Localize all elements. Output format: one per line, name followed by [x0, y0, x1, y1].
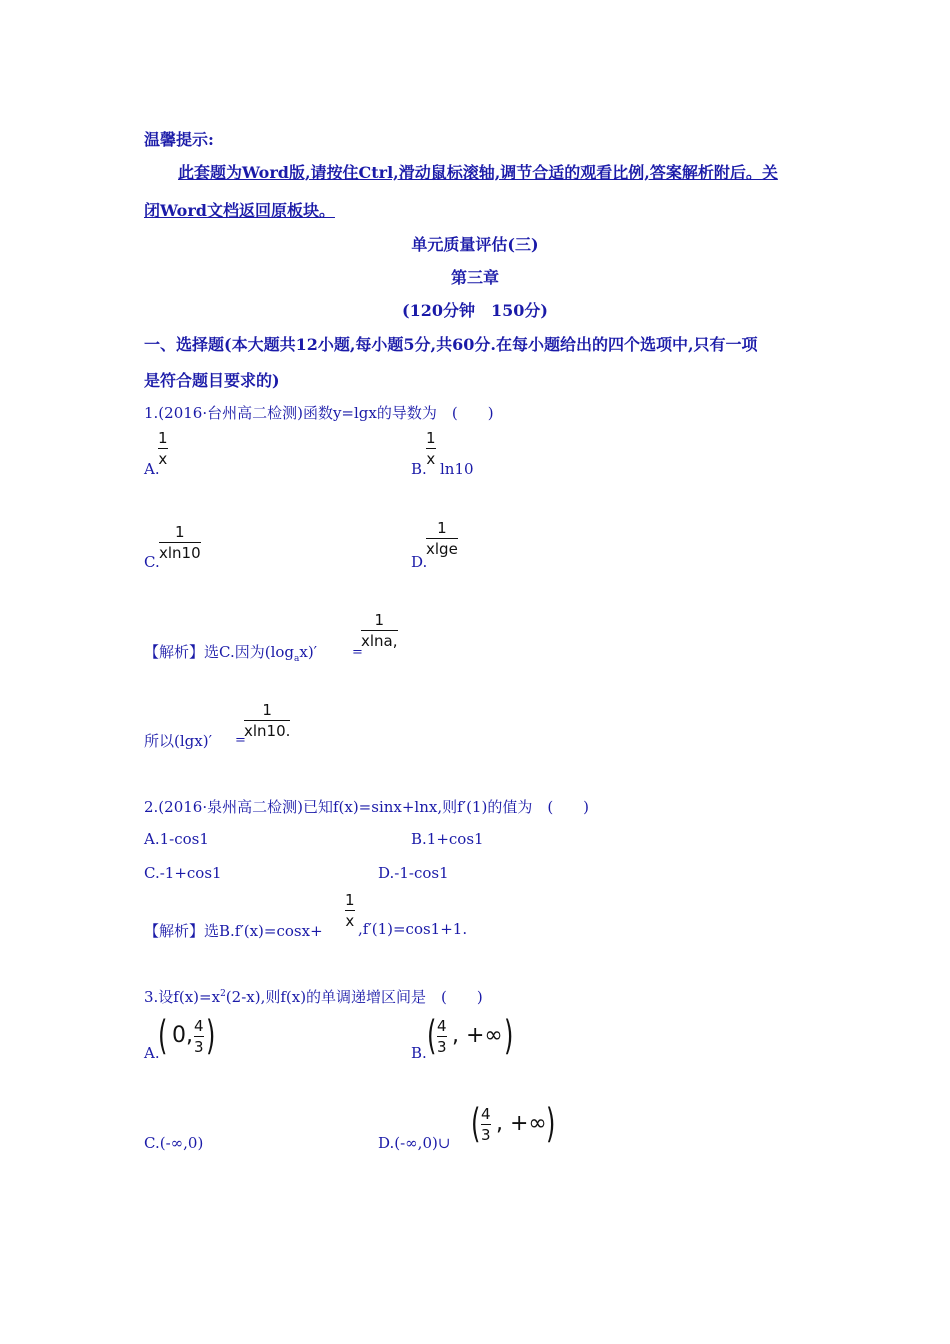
- q3-option-a-label: A.: [144, 1044, 160, 1062]
- q1-solution-fraction: [361, 610, 398, 651]
- q1-option-a-label: A.: [144, 460, 160, 478]
- solution-text-mid: x)′: [299, 643, 318, 661]
- q3-d-tail: , +∞: [496, 1111, 547, 1136]
- q3-option-c: C.(-∞,0): [144, 1134, 204, 1152]
- solution-text: 【解析】选C.因为(log: [144, 643, 294, 661]
- q3-b-tail: , +∞: [452, 1023, 503, 1048]
- fraction-denominator: xln10: [159, 544, 201, 562]
- q2-solution-fraction: [345, 890, 355, 931]
- q1-option-b-fraction: [426, 428, 436, 469]
- fraction-numerator: 1: [158, 429, 168, 447]
- fraction-numerator: 1: [437, 519, 447, 537]
- q2-stem: 2.(2016·泉州高二检测)已知f(x)=sinx+lnx,则f′(1)的值为 ( ): [144, 798, 590, 816]
- left-paren: (: [471, 1101, 481, 1147]
- right-paren: ): [504, 1013, 514, 1059]
- q2-option-d: D.-1-cos1: [378, 864, 449, 882]
- fraction-numerator: 4: [194, 1017, 204, 1035]
- q3-a-zero: 0,: [172, 1023, 193, 1048]
- q1-stem: 1.(2016·台州高二检测)函数y=lgx的导数为 ( ): [144, 404, 494, 422]
- q2-solution-tail: ,f′(1)=cos1+1.: [358, 920, 468, 938]
- q3-exponent: 2: [220, 989, 226, 999]
- fraction-denominator: x: [426, 450, 436, 468]
- q1-solution-line-1: [144, 641, 317, 664]
- q3-stem-b: (2-x),则f(x)的单调递增区间是 ( ): [225, 988, 483, 1006]
- fraction-denominator: x: [345, 912, 355, 930]
- q1-option-c-label: C.: [144, 553, 160, 571]
- fraction-numerator: 1: [175, 523, 185, 541]
- notice-line-1[interactable]: 此套题为Word版,请按住Ctrl,滑动鼠标滚轴,调节合适的观看比例,答案解析附后。关: [178, 163, 778, 182]
- q2-solution-prefix: 【解析】选B.f′(x)=cosx+: [144, 922, 323, 940]
- left-paren: (: [158, 1013, 168, 1059]
- q1-option-d-label: D.: [411, 553, 428, 571]
- section-heading-line-1: 一、选择题(本大题共12小题,每小题5分,共60分.在每小题给出的四个选项中,只有一项: [144, 335, 758, 354]
- fraction-denominator: x: [158, 450, 168, 468]
- left-paren: (: [427, 1013, 437, 1059]
- log-base-subscript: a: [294, 654, 300, 664]
- time-score: (120分钟 150分): [402, 301, 548, 320]
- chapter-title: 第三章: [450, 268, 499, 287]
- fraction-denominator: xln10.: [244, 722, 291, 740]
- q1-option-b-tail: ln10: [440, 460, 474, 478]
- fraction-denominator: 3: [437, 1038, 447, 1056]
- q2-option-b: B.1+cos1: [411, 830, 484, 848]
- q1-option-b-label: B.: [411, 460, 427, 478]
- fraction-denominator: 3: [194, 1038, 204, 1056]
- q2-option-c: C.-1+cos1: [144, 864, 222, 882]
- q1-solution-2-fraction: [244, 700, 290, 741]
- fraction-numerator: 4: [437, 1017, 447, 1035]
- right-paren: ): [546, 1101, 556, 1147]
- q2-option-a: A.1-cos1: [144, 830, 209, 848]
- fraction-denominator: xlna,: [361, 632, 398, 650]
- q3-option-b-label: B.: [411, 1044, 427, 1062]
- q3-option-a-fraction: [194, 1016, 204, 1057]
- q1-solution-line-2: 所以(lgx)′: [144, 732, 212, 750]
- fraction-numerator: 4: [481, 1105, 491, 1123]
- q1-solution-2-equals: =: [235, 733, 246, 748]
- right-paren: ): [206, 1013, 216, 1059]
- q3-option-d-label: D.(-∞,0)∪: [378, 1134, 451, 1152]
- fraction-numerator: 1: [262, 701, 272, 719]
- page-title: 单元质量评估(三): [411, 235, 539, 254]
- q3-option-d-fraction: [481, 1104, 491, 1145]
- notice-title: 温馨提示:: [144, 130, 214, 149]
- q1-option-d-fraction: [426, 518, 458, 559]
- fraction-numerator: 1: [426, 429, 436, 447]
- q3-stem-a: 3.设f(x)=x: [144, 988, 221, 1006]
- fraction-denominator: xlge: [426, 540, 458, 558]
- q1-solution-equals: =: [352, 645, 363, 660]
- fraction-numerator: 1: [345, 891, 355, 909]
- notice-line-2[interactable]: 闭Word文档返回原板块。: [144, 201, 335, 220]
- q1-option-a-fraction: [158, 428, 168, 469]
- fraction-denominator: 3: [481, 1126, 491, 1144]
- fraction-numerator: 1: [374, 611, 385, 629]
- q1-option-c-fraction: [159, 522, 201, 563]
- q3-option-b-fraction: [437, 1016, 447, 1057]
- q3-stem: [144, 986, 483, 1007]
- section-heading-line-2: 是符合题目要求的): [144, 371, 280, 390]
